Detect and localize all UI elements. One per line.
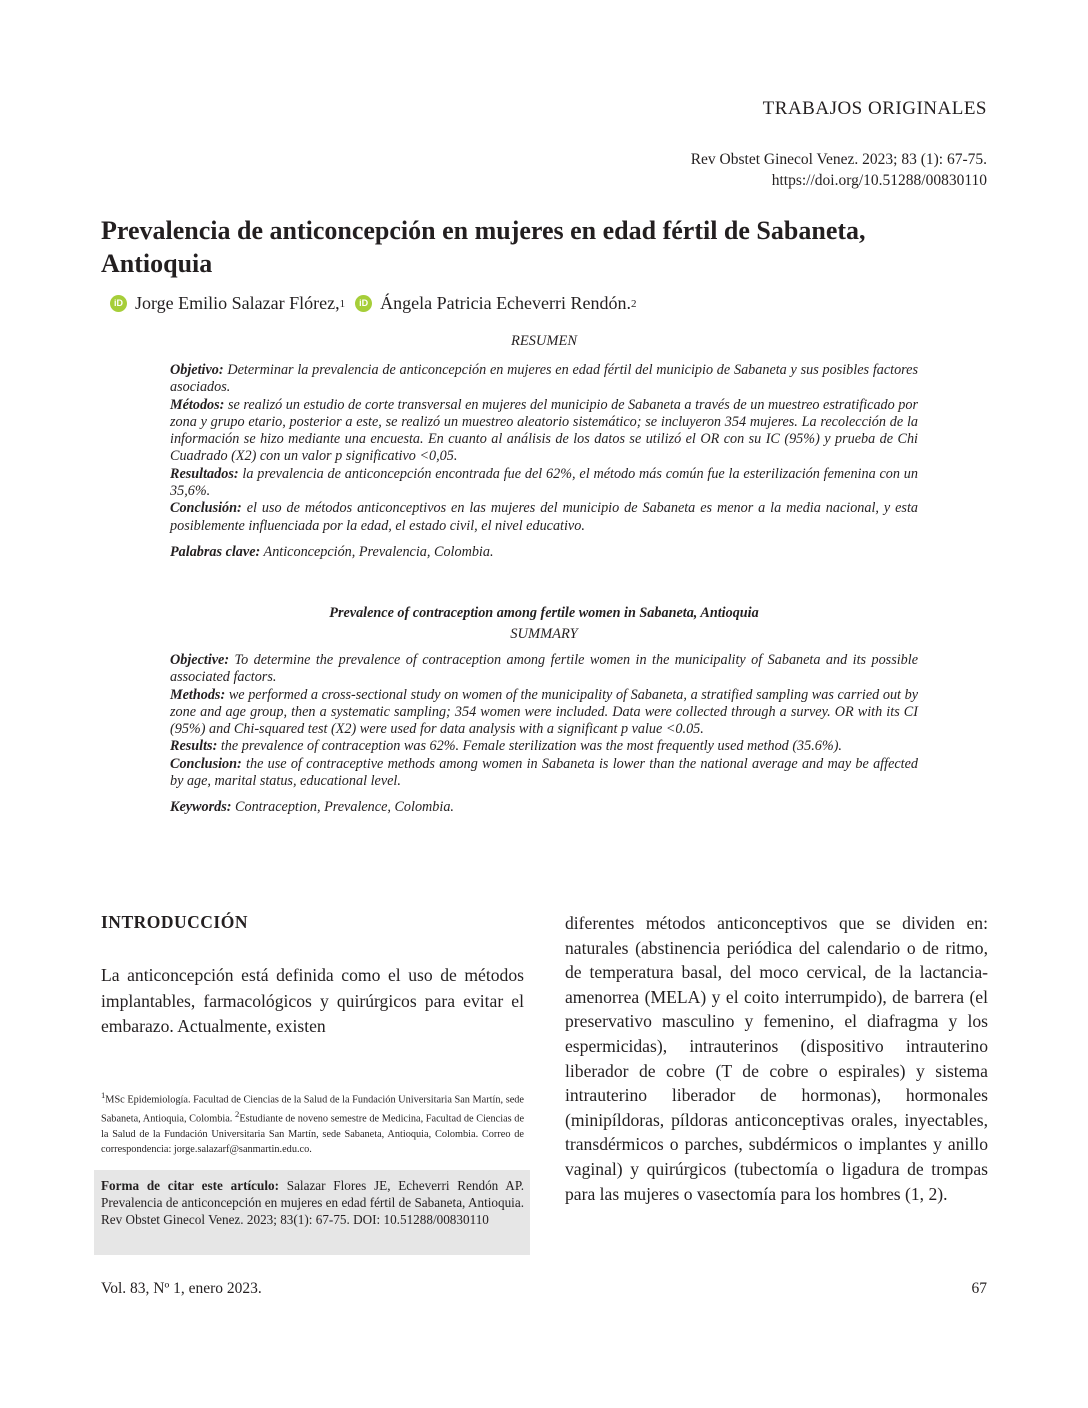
summary-heading: SUMMARY bbox=[510, 626, 578, 642]
author-2: Ángela Patricia Echeverri Rendón. bbox=[380, 293, 632, 313]
orcid-icon[interactable]: iD bbox=[355, 295, 372, 312]
intro-left-paragraph: La anticoncepción está definida como el uso de métodos implantables, farmacológicos y quirúrgicos para evitar el embarazo. Actualmente, existen bbox=[101, 965, 524, 1036]
intro-right-paragraph: diferentes métodos anticonceptivos que se dividen en: naturales (abstinencia periódica del calendario o de ritmo, de temperatura basal, del moco cervical, de la lactancia-amenorrea (MELA) y el coito interrumpido), de barrera (el preservativo masculino y femenino, el diafragma y los espermicidas), intrauterinos (dispositivo intrauterino liberador de cobre (T de cobre o espirales) y sistema intrauterino liberador de hormonas), hormonales (minipíldoras, píldoras anticonceptivas orales, inyectables, transdérmicos o parches, subdérmicos o implantes y anillo vaginal) y quirúrgicos (tubectomía o ligadura de trompas para las mujeres o vasectomía para los hombres (1, 2). bbox=[565, 913, 988, 1204]
author-1: Jorge Emilio Salazar Flórez, bbox=[135, 293, 340, 313]
journal-citation: Rev Obstet Ginecol Venez. 2023; 83 (1): 67-75. bbox=[690, 151, 987, 168]
summary-objective: Objective: To determine the prevalence of contraception among fertile women in the municipality of Sabaneta and its possible associated factors. bbox=[170, 652, 919, 686]
resumen-objetivo: Objetivo: Determinar la prevalencia de anticoncepción en mujeres en edad fértil del municipio de Sabaneta y sus posibles factores asociados. bbox=[170, 362, 918, 396]
orcid-icon[interactable]: iD bbox=[110, 295, 127, 312]
author-2-affiliation: 2 bbox=[631, 297, 637, 310]
english-title: Prevalence of contraception among fertile women in Sabaneta, Antioquia bbox=[329, 605, 759, 621]
summary-conclusion: Conclusion: the use of contraceptive methods among women in Sabaneta is lower than the national average and may be affected by age, marital status, educational level. bbox=[170, 755, 918, 790]
section-label: TRABAJOS ORIGINALES bbox=[762, 98, 987, 119]
doi-link[interactable]: https://doi.org/10.51288/00830110 bbox=[771, 172, 987, 189]
resumen-body bbox=[170, 362, 918, 561]
article-title: Prevalencia de anticoncepción en mujeres en edad fértil de Sabaneta, Antioquia bbox=[101, 216, 866, 278]
summary-methods: Methods: we performed a cross-sectional study on women of the municipality of Sabaneta, a stratified sampling was carried out by zone and age group, then a systematic sampling; 354 women were included. Data were collected through a survey. OR with its CI (95%) and Chi-squared test (X2) were used for data analysis with a significant p value <0.05. bbox=[170, 686, 918, 738]
summary-results: Results: the prevalence of contraception was 62%. Female sterilization was the most frequently used method (35.6%). bbox=[170, 738, 842, 755]
keywords: Keywords: Contraception, Prevalence, Colombia. bbox=[170, 799, 454, 816]
intro-heading: INTRODUCCIÓN bbox=[101, 912, 248, 932]
affiliation-footnote: $^1$MSc Epidemiología. Facultad de Ciencias de la Salud de la Fundación Universitaria San Martín, sede Sabaneta, Antioquia, Colombia. $^2$Estudiante de noveno semestre de Medicina, Facultad de Ciencias de la Salud de la Fundación Universitaria San Martín, sede Sabaneta, Antioquia, Colombia. Correo de correspondencia: jorge.salazarf@sanmartin.edu.co. bbox=[101, 1090, 525, 1155]
resumen-resultados: Resultados: la prevalencia de anticoncepción encontrada fue del 62%, el método más común fue la esterilización femenina con un 35,6%. bbox=[170, 465, 918, 500]
author-line bbox=[110, 293, 637, 314]
palabras-clave: Palabras clave: Anticoncepción, Prevalencia, Colombia. bbox=[170, 543, 494, 560]
resumen-metodos: Métodos: se realizó un estudio de corte transversal en mujeres del municipio de Sabaneta a través de un muestreo estratificado por zona y grupo etario, posterior a este, se realizó un muestreo aleatorio sistemático; se incluyeron 354 mujeres. La recolección de la información se hizo mediante una encuesta. En cuanto al análisis de los datos se utilizó el OR con su IC (95%) y prueba de Chi Cuadrado (X2) con un valor p significativo <0,05. bbox=[170, 396, 918, 465]
summary-body bbox=[170, 652, 918, 817]
page-number: 67 bbox=[971, 1280, 987, 1297]
citation-text: Forma de citar este artículo: Salazar Flores JE, Echeverri Rendón AP. Prevalencia de anticoncepción en mujeres en edad fértil de Sabaneta, Antioquia. Rev Obstet Ginecol Venez. 2023; 83(1): 67-75. DOI: 10.51288/00830110 bbox=[101, 1178, 524, 1228]
resumen-heading: RESUMEN bbox=[510, 333, 578, 349]
resumen-conclusion: Conclusión: el uso de métodos anticonceptivos en las mujeres del municipio de Sabaneta es menor a la media nacional, y esta posiblemente influenciada por la edad, el estado civil, el nivel educativo. bbox=[170, 500, 918, 534]
author-1-affiliation: 1 bbox=[339, 297, 346, 310]
footer-volume: Vol. 83, Nº 1, enero 2023. bbox=[101, 1280, 262, 1297]
